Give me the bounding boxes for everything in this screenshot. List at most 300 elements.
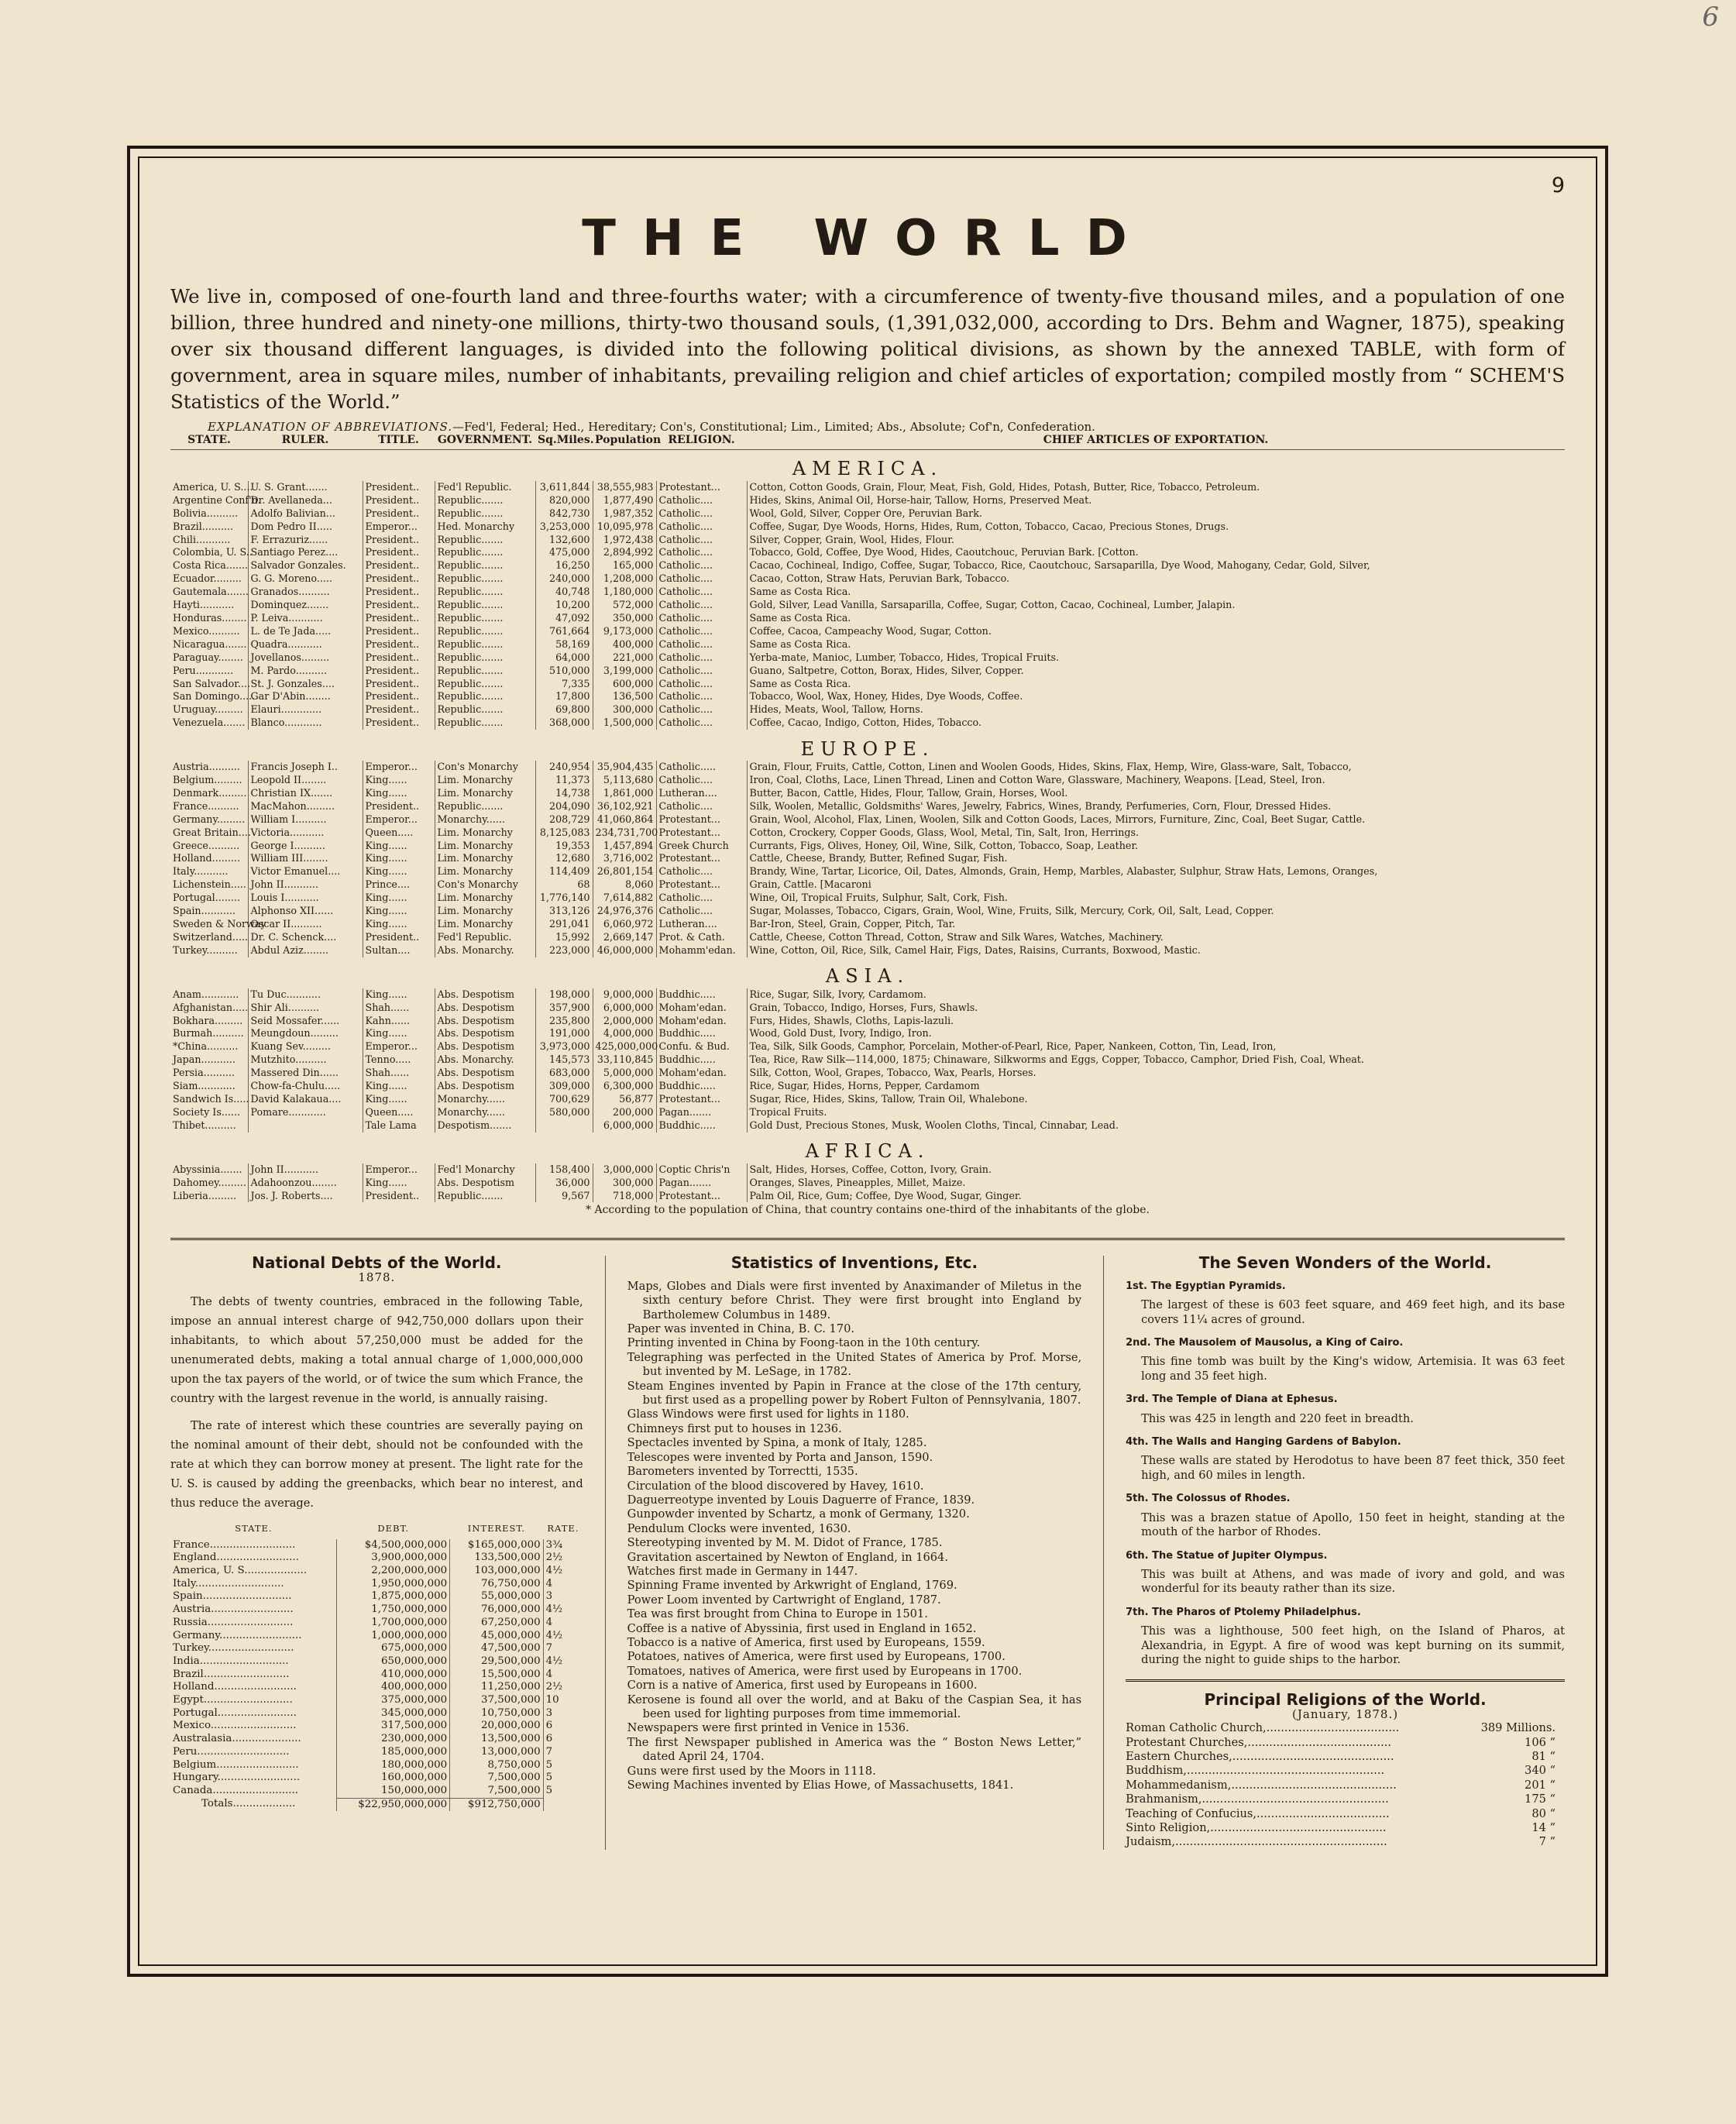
- ruler-cell: F. Errazuriz......: [248, 534, 363, 547]
- title-cell: Emperor...: [363, 1040, 435, 1053]
- debts-totals-label: Totals...................: [201, 1798, 296, 1810]
- sqmiles-cell: 820,000: [535, 494, 593, 507]
- religion-count: 7 “: [1538, 1835, 1556, 1849]
- population-cell: 136,500: [593, 690, 656, 703]
- religion-name: Roman Catholic Church,.....................................: [1126, 1721, 1400, 1735]
- population-cell: 4,000,000: [593, 1027, 656, 1040]
- government-cell: Republic.......: [435, 546, 535, 559]
- state-cell: Great Britain....: [170, 827, 248, 840]
- ruler-cell: Santiago Perez....: [248, 546, 363, 559]
- debt-rate: 4½: [545, 1603, 563, 1616]
- population-cell: 350,000: [593, 612, 656, 625]
- title-cell: President..: [363, 638, 435, 651]
- ruler-cell: L. de Te Jada.....: [248, 625, 363, 638]
- state-cell: Belgium.........: [170, 774, 248, 787]
- title-cell: President..: [363, 546, 435, 559]
- government-cell: Abs. Despotism: [435, 988, 535, 1002]
- exports-cell: Same as Costa Rica.: [749, 677, 851, 689]
- government-cell: Fed'l Monarchy: [435, 1163, 535, 1177]
- table-row: [170, 678, 1565, 691]
- exports-cell: Cacao, Cotton, Straw Hats, Peruvian Bark, Tobacco.: [749, 572, 1010, 585]
- ruler-cell: Dr. Avellaneda...: [248, 494, 363, 507]
- government-cell: Abs. Despotism: [435, 1002, 535, 1015]
- state-cell: Nicaragua.......: [170, 638, 248, 651]
- state-cell: Costa Rica.......: [170, 559, 248, 572]
- state-cell: Burmah..........: [170, 1027, 248, 1040]
- ruler-cell: Massered Din......: [248, 1067, 363, 1080]
- list-item: [1126, 1792, 1565, 1806]
- title-cell: President..: [363, 494, 435, 507]
- list-item: Chimneys first put to houses in 1236.: [627, 1421, 842, 1435]
- ruler-cell: Shir Ali..........: [248, 1002, 363, 1015]
- title-cell: President..: [363, 690, 435, 703]
- state-cell: Lichenstein.....: [170, 878, 248, 892]
- region-title: EUROPE.: [800, 737, 935, 760]
- table-row: [170, 918, 1565, 931]
- debt-state: America, U. S...................: [173, 1565, 308, 1577]
- header-ruler: RULER.: [248, 434, 363, 449]
- ruler-cell: Jovellanos.........: [248, 651, 363, 665]
- ruler-cell: John II...........: [248, 878, 363, 892]
- debt-interest: 133,500,000: [450, 1552, 543, 1565]
- debt-interest: 7,500,000: [450, 1772, 543, 1785]
- abbreviations-text: —Fed'l, Federal; Hed., Hereditary; Con's, Constitutional; Lim., Limited; Abs., Absolute; Cof'n, Confederation.: [452, 420, 1095, 434]
- sqmiles-cell: 11,373: [535, 774, 593, 787]
- debt-amount: 230,000,000: [337, 1733, 450, 1746]
- debt-state: Mexico..........................: [173, 1720, 297, 1732]
- debt-interest: 15,500,000: [450, 1669, 543, 1682]
- religion-count: 340 “: [1525, 1764, 1556, 1778]
- religion-cell: Protestant...: [656, 827, 747, 840]
- state-cell: Sandwich Is.....: [170, 1093, 248, 1106]
- debt-rate: 4½: [545, 1565, 563, 1577]
- list-item: Gravitation ascertained by Newton of England, in 1664.: [627, 1550, 948, 1564]
- debt-state: England.........................: [173, 1552, 299, 1564]
- government-cell: Lim. Monarchy: [435, 840, 535, 853]
- national-debts-title: National Debts of the World.: [252, 1253, 502, 1273]
- ruler-cell: Gar D'Abin........: [248, 690, 363, 703]
- exports-cell: Rice, Sugar, Hides, Horns, Pepper, Cardamom: [749, 1080, 980, 1092]
- debt-rate: 7: [545, 1745, 553, 1758]
- page-number: 9: [1551, 174, 1565, 198]
- exports-cell: Gold Dust, Precious Stones, Musk, Woolen Cloths, Tincal, Cinnabar, Lead.: [749, 1119, 1119, 1131]
- table-row: [170, 572, 1565, 586]
- table-row: [170, 703, 1565, 717]
- table-row: [170, 1720, 583, 1733]
- ruler-cell: Pomare............: [248, 1106, 363, 1119]
- population-cell: 33,110,845: [593, 1053, 656, 1067]
- government-cell: Abs. Despotism: [435, 1027, 535, 1040]
- state-cell: Argentine Conf'n.: [170, 494, 248, 507]
- title-cell: Emperor...: [363, 1163, 435, 1177]
- debt-state: Peru............................: [173, 1745, 290, 1758]
- debt-interest: 8,750,000: [450, 1759, 543, 1772]
- religion-cell: Greek Church: [656, 840, 747, 853]
- debt-interest: 7,500,000: [450, 1785, 543, 1798]
- list-item: Barometers invented by Torrectti, 1535.: [627, 1465, 858, 1479]
- religion-cell: Catholic....: [656, 905, 747, 918]
- exports-cell: Tobacco, Gold, Coffee, Dye Wood, Hides, Caoutchouc, Peruvian Bark. [Cotton.: [749, 546, 1139, 558]
- debt-rate: 5: [545, 1785, 553, 1797]
- list-item: Tobacco is a native of America, first used by Europeans, 1559.: [627, 1635, 985, 1649]
- population-cell: 10,095,978: [593, 521, 656, 534]
- sqmiles-cell: 158,400: [535, 1163, 593, 1177]
- sqmiles-cell: [535, 1119, 593, 1132]
- government-cell: Lim. Monarchy: [435, 892, 535, 905]
- ruler-cell: Louis I...........: [248, 892, 363, 905]
- religion-count: 14 “: [1531, 1821, 1556, 1834]
- government-cell: Lim. Monarchy: [435, 905, 535, 918]
- sqmiles-cell: 17,800: [535, 690, 593, 703]
- exports-cell: Grain, Flour, Fruits, Cattle, Cotton, Linen and Woolen Goods, Hides, Skins, Flax, Hemp, Wire, Glass-ware, Salt, Tobacco,: [749, 761, 1352, 773]
- table-row: [170, 878, 1565, 892]
- debt-interest: 67,250,000: [450, 1617, 543, 1630]
- population-cell: 7,614,882: [593, 892, 656, 905]
- table-row: [170, 1080, 1565, 1093]
- sqmiles-cell: 19,353: [535, 840, 593, 853]
- population-cell: 221,000: [593, 651, 656, 665]
- sqmiles-cell: 69,800: [535, 703, 593, 717]
- debt-rate: 6: [545, 1733, 553, 1745]
- population-cell: 24,976,376: [593, 905, 656, 918]
- title-cell: King......: [363, 988, 435, 1002]
- government-cell: Lim. Monarchy: [435, 865, 535, 878]
- table-row: [170, 988, 1565, 1002]
- table-row: [170, 1539, 583, 1552]
- state-cell: Society Is......: [170, 1106, 248, 1119]
- table-row: [170, 813, 1565, 827]
- debts-header-rate: RATE.: [547, 1523, 579, 1535]
- debt-interest: 29,500,000: [450, 1655, 543, 1669]
- national-debts-year: 1878.: [358, 1270, 396, 1284]
- debt-rate: 4: [545, 1668, 553, 1680]
- religion-cell: Protestant...: [656, 1190, 747, 1203]
- list-item: Telescopes were invented by Porta and Janson, 1590.: [627, 1450, 933, 1464]
- debt-state: India...........................: [173, 1655, 289, 1667]
- government-cell: Hed. Monarchy: [435, 521, 535, 534]
- table-row: [170, 1093, 1565, 1106]
- list-item: Power Loom invented by Cartwright of England, 1787.: [627, 1593, 941, 1607]
- section-divider: [170, 1238, 1565, 1240]
- title-cell: Emperor...: [363, 813, 435, 827]
- exports-cell: Yerba-mate, Manioc, Lumber, Tobacco, Hides, Tropical Fruits.: [749, 651, 1060, 663]
- government-cell: Republic.......: [435, 625, 535, 638]
- exports-cell: Grain, Tobacco, Indigo, Horses, Furs, Shawls.: [749, 1001, 978, 1013]
- exports-cell: Iron, Coal, Cloths, Lace, Linen Thread, Linen and Cotton Ware, Glassware, Machinery, Weapons. [Lead, Steel, Iron.: [749, 774, 1325, 786]
- state-cell: Sweden & Norway: [170, 918, 248, 931]
- debt-interest: 20,000,000: [450, 1720, 543, 1733]
- table-row: [170, 521, 1565, 534]
- sqmiles-cell: 16,250: [535, 559, 593, 572]
- table-row: [170, 761, 1565, 774]
- ruler-cell: George I..........: [248, 840, 363, 853]
- ruler-cell: William I..........: [248, 813, 363, 827]
- population-cell: 6,000,000: [593, 1002, 656, 1015]
- title-cell: Tale Lama: [363, 1119, 435, 1132]
- religion-cell: Catholic....: [656, 892, 747, 905]
- exports-cell: Silk, Woolen, Metallic, Goldsmiths' Wares, Jewelry, Fabrics, Wines, Brandy, Perfumeries, Corn, Flour, Dressed Hides.: [749, 799, 1332, 812]
- population-cell: 41,060,864: [593, 813, 656, 827]
- government-cell: Abs. Despotism: [435, 1080, 535, 1093]
- region-title: AMERICA.: [792, 458, 944, 480]
- sqmiles-cell: 8,125,083: [535, 827, 593, 840]
- list-item: Corn is a native of America, first used by Europeans in 1600.: [627, 1679, 978, 1693]
- title-cell: President..: [363, 586, 435, 599]
- sqmiles-cell: 223,000: [535, 944, 593, 957]
- table-row: [170, 481, 1565, 494]
- table-row: [170, 1040, 1565, 1053]
- wonders-section: [1126, 1253, 1565, 1849]
- state-cell: America, U. S....: [170, 481, 248, 494]
- title-cell: Kahn......: [363, 1015, 435, 1028]
- exports-cell: Same as Costa Rica.: [749, 586, 851, 598]
- state-cell: Denmark.........: [170, 787, 248, 800]
- state-cell: Austria..........: [170, 761, 248, 774]
- debt-state: Australasia.....................: [173, 1733, 301, 1745]
- title-cell: King......: [363, 892, 435, 905]
- government-cell: Lim. Monarchy: [435, 852, 535, 865]
- national-debts-body: [170, 1539, 583, 1799]
- religion-cell: Prot. & Cath.: [656, 931, 747, 944]
- sqmiles-cell: 240,954: [535, 761, 593, 774]
- population-cell: 1,180,000: [593, 586, 656, 599]
- sqmiles-cell: 700,629: [535, 1093, 593, 1106]
- list-item: [1126, 1835, 1565, 1849]
- wonder-description: This was built at Athens, and was made of ivory and gold, and was wonderful for its beauty rather than its size.: [1141, 1567, 1565, 1596]
- religion-cell: Catholic....: [656, 625, 747, 638]
- table-row: [170, 944, 1565, 957]
- population-cell: 1,861,000: [593, 787, 656, 800]
- list-item: [1126, 1821, 1565, 1835]
- ruler-cell: Dom Pedro II.....: [248, 521, 363, 534]
- debt-interest: 45,000,000: [450, 1630, 543, 1643]
- national-debts-paragraph-2: The rate of interest which these countries are severally paying on the nominal amount of their debt, should not be confounded with the rate at which they can borrow money at present. The light rate for the U. S. is caused by adding the greenbacks, which bear no interest, and thus reduce the average.: [170, 1419, 583, 1511]
- debt-amount: 1,700,000,000: [337, 1617, 450, 1630]
- title-cell: Emperor...: [363, 521, 435, 534]
- title-cell: President..: [363, 1190, 435, 1203]
- sqmiles-cell: 235,800: [535, 1015, 593, 1028]
- abbreviations-label: EXPLANATION OF ABBREVIATIONS.: [208, 420, 452, 434]
- state-cell: Switzerland.....: [170, 931, 248, 944]
- exports-cell: Tea, Rice, Raw Silk—114,000, 1875; Chinaware, Silkworms and Eggs, Copper, Tobacco, Camphor, Dried Fish, Coal, Wheat.: [749, 1053, 1364, 1066]
- religion-name: Mohammedanism,..............................................: [1126, 1778, 1397, 1792]
- region-title: AFRICA.: [805, 1140, 930, 1163]
- population-cell: 6,060,972: [593, 918, 656, 931]
- religion-cell: Catholic....: [656, 521, 747, 534]
- list-item: Gunpowder invented by Schartz, a monk of Germany, 1320.: [627, 1507, 970, 1521]
- wonder-heading: 3rd. The Temple of Diana at Ephesus.: [1126, 1394, 1338, 1406]
- religion-cell: Protestant...: [656, 1093, 747, 1106]
- sqmiles-cell: 7,335: [535, 678, 593, 691]
- title-cell: President..: [363, 534, 435, 547]
- table-row: [170, 1565, 583, 1578]
- title-cell: Sultan....: [363, 944, 435, 957]
- religion-cell: Moham'edan.: [656, 1002, 747, 1015]
- debt-amount: 1,000,000,000: [337, 1630, 450, 1643]
- government-cell: Abs. Monarchy.: [435, 944, 535, 957]
- religion-cell: Catholic....: [656, 599, 747, 612]
- religion-count: 106 “: [1525, 1735, 1556, 1749]
- religion-name: Sinto Religion,.................................................: [1126, 1821, 1387, 1834]
- religion-cell: Confu. & Bud.: [656, 1040, 747, 1053]
- title-cell: President..: [363, 717, 435, 730]
- debt-amount: 150,000,000: [337, 1785, 450, 1798]
- title-cell: President..: [363, 572, 435, 586]
- header-exports: CHIEF ARTICLES OF EXPORTATION.: [747, 434, 1565, 449]
- population-cell: 6,300,000: [593, 1080, 656, 1093]
- state-cell: Paraguay........: [170, 651, 248, 665]
- state-cell: *China..........: [170, 1040, 248, 1053]
- debt-interest: 10,750,000: [450, 1707, 543, 1720]
- state-cell: Afghanistan.....: [170, 1002, 248, 1015]
- government-cell: Lim. Monarchy: [435, 827, 535, 840]
- government-cell: Republic.......: [435, 1190, 535, 1203]
- government-cell: Republic.......: [435, 678, 535, 691]
- wonder-description: This was 425 in length and 220 feet in breadth.: [1141, 1411, 1414, 1425]
- religions-list: [1126, 1721, 1565, 1850]
- population-cell: 35,904,435: [593, 761, 656, 774]
- sqmiles-cell: 145,573: [535, 1053, 593, 1067]
- list-item: Glass Windows were first used for lights in 1180.: [627, 1407, 909, 1421]
- state-cell: Germany.........: [170, 813, 248, 827]
- ruler-cell: Blanco............: [248, 717, 363, 730]
- bottom-columns: [170, 1253, 1565, 1849]
- exports-cell: Grain, Cattle. [Macaroni: [749, 878, 871, 891]
- government-cell: Abs. Despotism: [435, 1015, 535, 1028]
- wonder-description: This was a brazen statue of Apollo, 150 feet in height, standing at the mouth of the harbor of Rhodes.: [1141, 1511, 1565, 1539]
- table-row: [170, 1617, 583, 1630]
- title-cell: Shah......: [363, 1002, 435, 1015]
- table-row: [170, 1642, 583, 1655]
- religion-cell: Protestant...: [656, 481, 747, 494]
- government-cell: Con's Monarchy: [435, 878, 535, 892]
- debt-interest: 47,500,000: [450, 1642, 543, 1655]
- table-row: [170, 1067, 1565, 1080]
- religion-count: 201 “: [1525, 1778, 1556, 1792]
- exports-cell: Coffee, Sugar, Dye Woods, Horns, Hides, Rum, Cotton, Tobacco, Cacao, Precious Stones, Drugs.: [749, 520, 1229, 532]
- debt-state: Portugal........................: [173, 1706, 297, 1719]
- sqmiles-cell: 204,090: [535, 800, 593, 813]
- title-cell: President..: [363, 625, 435, 638]
- title-cell: Shah......: [363, 1067, 435, 1080]
- religion-cell: Protestant...: [656, 852, 747, 865]
- page-title: THE WORLD: [582, 210, 1153, 267]
- title-cell: Tenno.....: [363, 1053, 435, 1067]
- ruler-cell: Salvador Gonzales.: [248, 559, 363, 572]
- sqmiles-cell: 15,992: [535, 931, 593, 944]
- column-rule: [1103, 1256, 1104, 1849]
- government-cell: Republic.......: [435, 638, 535, 651]
- sqmiles-cell: 9,567: [535, 1190, 593, 1203]
- table-row: [170, 827, 1565, 840]
- religion-count: 389 Millions.: [1480, 1721, 1556, 1735]
- exports-cell: Palm Oil, Rice, Gum; Coffee, Dye Wood, Sugar, Ginger.: [749, 1189, 1022, 1201]
- debt-state: Brazil..........................: [173, 1668, 290, 1680]
- state-cell: Mexico..........: [170, 625, 248, 638]
- list-item: Paper was invented in China, B. C. 170.: [627, 1322, 855, 1336]
- religion-cell: Buddhic.....: [656, 988, 747, 1002]
- wonder-description: The largest of these is 603 feet square, and 469 feet high, and its base covers 11¼ acres of ground.: [1141, 1298, 1565, 1326]
- sqmiles-cell: 357,900: [535, 1002, 593, 1015]
- table-row: [170, 774, 1565, 787]
- religion-cell: Protestant...: [656, 813, 747, 827]
- exports-cell: Gold, Silver, Lead Vanilla, Sarsaparilla, Coffee, Sugar, Cotton, Cacao, Cochineal, Lumber, Jalapin.: [749, 599, 1236, 611]
- exports-cell: Cattle, Cheese, Brandy, Butter, Refined Sugar, Fish.: [749, 852, 1008, 864]
- table-row: [170, 892, 1565, 905]
- sqmiles-cell: 683,000: [535, 1067, 593, 1080]
- table-row: [170, 1027, 1565, 1040]
- debts-totals-debt: $22,950,000,000: [337, 1798, 450, 1811]
- government-cell: Republic.......: [435, 612, 535, 625]
- list-item: Sewing Machines invented by Elias Howe, of Massachusetts, 1841.: [627, 1779, 1014, 1792]
- population-cell: 600,000: [593, 678, 656, 691]
- debt-interest: 103,000,000: [450, 1565, 543, 1578]
- header-population: Population: [593, 434, 656, 449]
- state-cell: Brazil..........: [170, 521, 248, 534]
- china-footnote: * According to the population of China, that country contains one-third of the inhabitants of the globe.: [586, 1204, 1150, 1217]
- title-cell: Queen.....: [363, 1106, 435, 1119]
- population-cell: 300,000: [593, 1177, 656, 1190]
- religion-cell: Buddhic.....: [656, 1119, 747, 1132]
- religion-cell: Buddhic.....: [656, 1027, 747, 1040]
- population-cell: 1,972,438: [593, 534, 656, 547]
- title-cell: President..: [363, 507, 435, 521]
- state-cell: Anam............: [170, 988, 248, 1002]
- table-row: [170, 665, 1565, 678]
- ruler-cell: Tu Duc...........: [248, 988, 363, 1002]
- region-row: [170, 957, 1565, 988]
- header-title: TITLE.: [363, 434, 435, 449]
- population-cell: 2,669,147: [593, 931, 656, 944]
- population-cell: 1,877,490: [593, 494, 656, 507]
- government-cell: Republic.......: [435, 586, 535, 599]
- wonders-list: [1126, 1280, 1565, 1668]
- state-cell: San Salvador....: [170, 678, 248, 691]
- title-cell: King......: [363, 840, 435, 853]
- debt-amount: 410,000,000: [337, 1669, 450, 1682]
- national-debts-paragraph-1: The debts of twenty countries, embraced in the following Table, impose an annual interest charge of 942,750,000 dollars upon their inhabitants, to which about 57,250,000 must be added for the unenumerated debts, making a total annual charge of 1,000,000,000 upon the tax payers of the world, or of twice the sum which France, the country with the largest revenue in the world, is annually raising.: [170, 1295, 583, 1406]
- sqmiles-cell: 761,664: [535, 625, 593, 638]
- government-cell: Abs. Monarchy.: [435, 1053, 535, 1067]
- wonder-heading: 2nd. The Mausolem of Mausolus, a King of Cairo.: [1126, 1337, 1404, 1349]
- debt-state: Austria.........................: [173, 1603, 294, 1616]
- wonder-heading: 6th. The Statue of Jupiter Olympus.: [1126, 1549, 1328, 1562]
- ruler-cell: Meungdoun.........: [248, 1027, 363, 1040]
- religion-name: Protestant Churches,........................................: [1126, 1735, 1391, 1749]
- ruler-cell: Kuang Sev.........: [248, 1040, 363, 1053]
- national-debts-section: [170, 1253, 583, 1849]
- debts-totals-row: [170, 1798, 583, 1811]
- debt-state: Spain...........................: [173, 1590, 292, 1603]
- state-cell: Italy...........: [170, 865, 248, 878]
- population-cell: 38,555,983: [593, 481, 656, 494]
- state-cell: Honduras........: [170, 612, 248, 625]
- list-item: Potatoes, natives of America, were first used by Europeans, 1700.: [627, 1650, 1006, 1664]
- religion-cell: Catholic....: [656, 800, 747, 813]
- government-cell: Republic.......: [435, 507, 535, 521]
- table-row: [170, 1630, 583, 1643]
- state-cell: Thibet..........: [170, 1119, 248, 1132]
- title-cell: King......: [363, 1080, 435, 1093]
- sqmiles-cell: 1,776,140: [535, 892, 593, 905]
- table-row: [170, 1655, 583, 1669]
- ruler-cell: Granados..........: [248, 586, 363, 599]
- religion-cell: Moham'edan.: [656, 1015, 747, 1028]
- debt-interest: 13,500,000: [450, 1733, 543, 1746]
- ruler-cell: Victor Emanuel....: [248, 865, 363, 878]
- list-item: Watches first made in Germany in 1447.: [627, 1564, 858, 1578]
- debt-state: Holland.........................: [173, 1681, 297, 1693]
